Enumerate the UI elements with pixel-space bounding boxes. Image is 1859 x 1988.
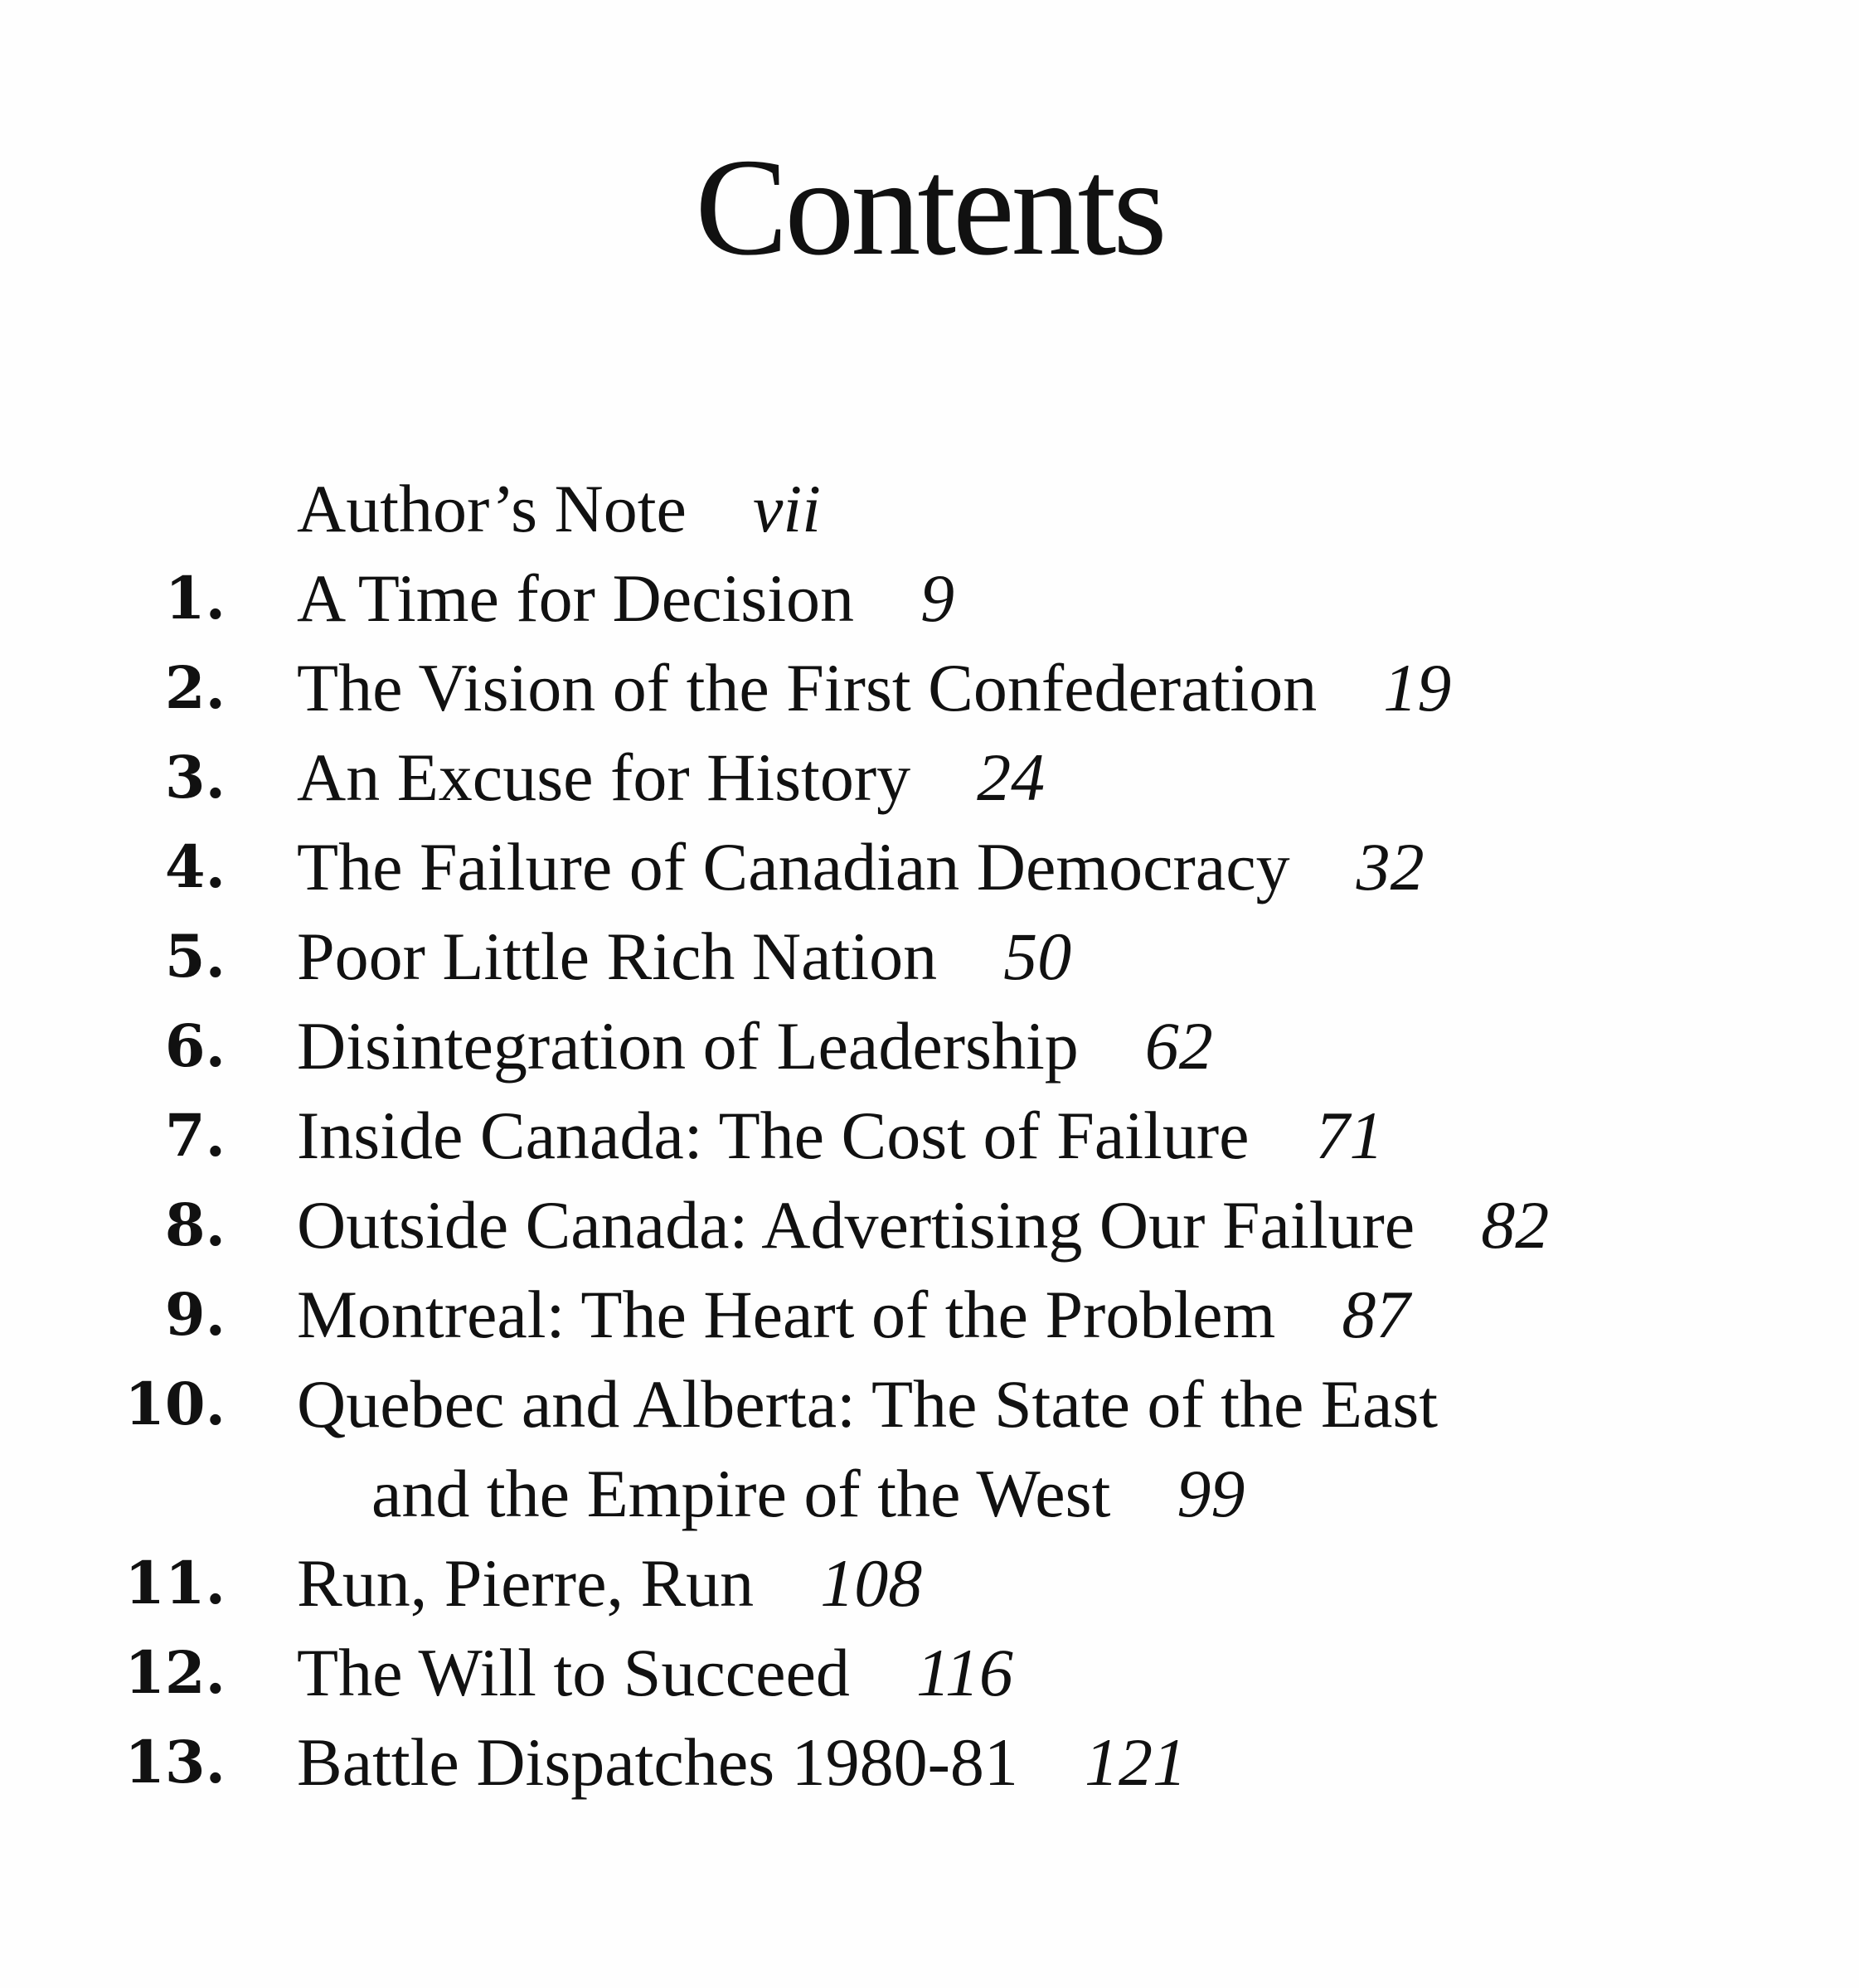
toc-entry-title: An Excuse for History xyxy=(297,739,911,815)
toc-entry-number: 10. xyxy=(124,1370,226,1438)
table-of-contents xyxy=(0,464,1859,1807)
toc-entry-chapter-12 xyxy=(0,1628,1859,1718)
toc-entry-page: 19 xyxy=(1383,650,1452,725)
toc-entry-chapter-4 xyxy=(0,822,1859,912)
toc-entry-text xyxy=(297,1628,1013,1718)
toc-entry-title: The Vision of the First Confederation xyxy=(297,650,1318,725)
toc-entry-title: Quebec and Alberta: The State of the East xyxy=(297,1366,1439,1442)
toc-entry-title: Montreal: The Heart of the Problem xyxy=(297,1277,1276,1352)
toc-entry-page: 121 xyxy=(1084,1724,1187,1800)
toc-entry-page: 9 xyxy=(920,560,954,636)
toc-entry-page: 32 xyxy=(1356,829,1425,904)
toc-entry-text xyxy=(297,643,1451,733)
toc-entry-text xyxy=(297,1360,1438,1539)
toc-entry-text xyxy=(297,1270,1410,1360)
toc-entry-text xyxy=(297,1001,1213,1091)
toc-entry-page: 99 xyxy=(1177,1456,1245,1531)
toc-entry-page: vii xyxy=(752,471,821,546)
toc-entry-chapter-10 xyxy=(0,1360,1859,1539)
toc-entry-chapter-9 xyxy=(0,1270,1859,1360)
toc-entry-text xyxy=(297,1539,922,1628)
toc-entry-text xyxy=(297,733,1045,822)
toc-entry-title: Poor Little Rich Nation xyxy=(297,919,938,994)
toc-entry-number: 6. xyxy=(164,1011,226,1080)
toc-entry-text xyxy=(297,464,821,554)
toc-entry-chapter-11 xyxy=(0,1539,1859,1628)
toc-entry-title-cont-text: and the Empire of the West xyxy=(371,1456,1111,1531)
toc-entry-chapter-1 xyxy=(0,554,1859,643)
page-title: Contents xyxy=(695,130,1164,284)
toc-entry-title: A Time for Decision xyxy=(297,560,854,636)
toc-entry-chapter-2 xyxy=(0,643,1859,733)
toc-entry-number: 5. xyxy=(164,922,226,991)
toc-entry-page: 108 xyxy=(820,1545,923,1621)
toc-entry-title: Author’s Note xyxy=(297,471,687,546)
toc-entry-chapter-13 xyxy=(0,1718,1859,1807)
toc-entry-text xyxy=(297,912,1071,1001)
toc-entry-number: 9. xyxy=(164,1280,226,1349)
toc-entry-number: 4. xyxy=(164,832,226,901)
toc-entry-text xyxy=(297,1181,1549,1270)
toc-entry-title-continued xyxy=(297,1449,1438,1539)
toc-entry-title: The Will to Succeed xyxy=(297,1635,850,1710)
toc-entry-text xyxy=(297,822,1425,912)
toc-entry-page: 82 xyxy=(1481,1187,1550,1263)
toc-entry-number: 3. xyxy=(164,743,226,812)
toc-entry-page: 116 xyxy=(915,1635,1013,1710)
toc-entry-number: 8. xyxy=(164,1190,226,1259)
toc-entry-text xyxy=(297,1091,1384,1181)
toc-entry-number: 13. xyxy=(124,1728,226,1796)
toc-entry-chapter-3 xyxy=(0,733,1859,822)
toc-entry-page: 87 xyxy=(1342,1277,1410,1352)
toc-entry-text xyxy=(297,1718,1187,1807)
toc-entry-number: 12. xyxy=(124,1638,226,1707)
toc-entry-title: Run, Pierre, Run xyxy=(297,1545,755,1621)
toc-entry-authors-note xyxy=(0,464,1859,554)
toc-entry-chapter-6 xyxy=(0,1001,1859,1091)
toc-entry-title: Battle Dispatches 1980-81 xyxy=(297,1724,1018,1800)
toc-entry-chapter-5 xyxy=(0,912,1859,1001)
toc-entry-title: Outside Canada: Advertising Our Failure xyxy=(297,1187,1415,1263)
toc-entry-number: 1. xyxy=(164,564,226,633)
toc-entry-chapter-8 xyxy=(0,1181,1859,1270)
toc-entry-title: Inside Canada: The Cost of Failure xyxy=(297,1098,1250,1173)
toc-entry-chapter-7 xyxy=(0,1091,1859,1181)
toc-entry-title: The Failure of Canadian Democracy xyxy=(297,829,1290,904)
toc-entry-page: 62 xyxy=(1144,1008,1213,1084)
toc-entry-page: 24 xyxy=(977,739,1046,815)
toc-entry-title: Disintegration of Leadership xyxy=(297,1008,1079,1084)
toc-entry-number: 11. xyxy=(124,1549,226,1617)
toc-entry-text xyxy=(297,554,954,643)
toc-entry-page: 71 xyxy=(1315,1098,1384,1173)
toc-entry-number: 2. xyxy=(164,653,226,722)
toc-entry-page: 50 xyxy=(1003,919,1072,994)
toc-entry-number: 7. xyxy=(164,1101,226,1170)
